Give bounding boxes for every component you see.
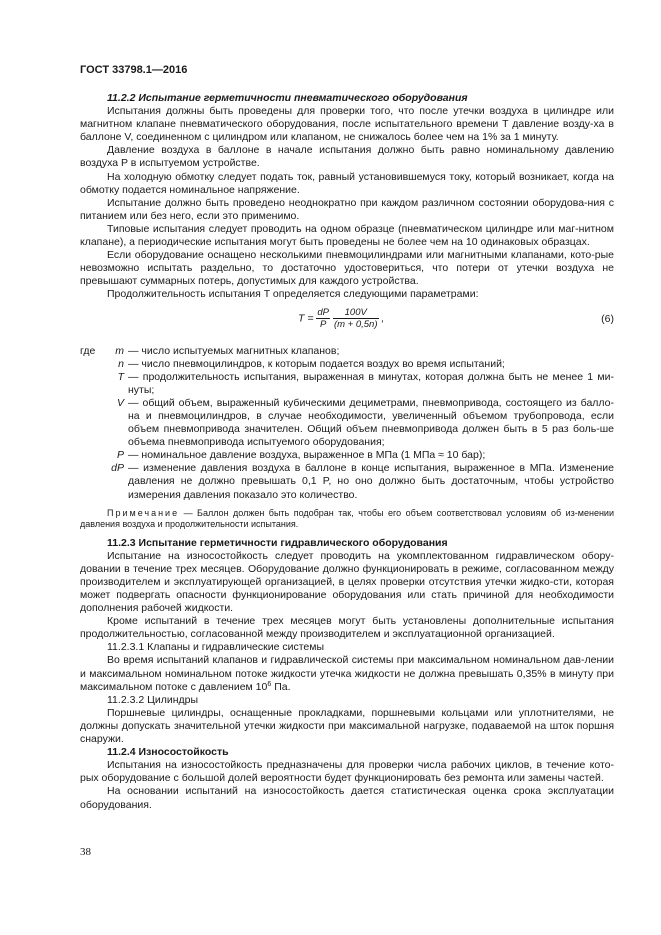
definition: — число испытуемых магнитных клапанов; <box>128 344 340 357</box>
symbol: P <box>116 449 124 462</box>
paragraph: Если оборудование оснащено несколькими пневмоцилиндрами или магнитными клапанами, кото-рые невозможно испытать раздельно, то достаточно удостовериться, что потери от утечки воздуха не превышают суммарных потерь, допустимых для каждого устройства. <box>80 249 614 288</box>
paragraph-text: Па. <box>271 680 291 693</box>
paragraph: Испытание должно быть проведено неоднократно при каждом различном состоянии оборудова-ния с питанием или без него, если это применимо. <box>80 196 614 222</box>
where-label: где <box>80 344 96 357</box>
paragraph: Испытания должны быть проведены для проверки того, что после утечки воздуха в цилиндре или магнитном клапане пневматического оборудования, после испытательного времени T давление возду-ха в баллоне V, соединенном с цилиндром или клапаном, не снижалось более чем на 1% за 1 минуту. <box>80 105 614 144</box>
formula-lhs: T = <box>298 311 314 324</box>
definition: — номинальное давление воздуха, выраженное в МПа (1 МПа ≈ 10 бар); <box>128 449 486 462</box>
paragraph: Испытание на износостойкость следует проводить на укомплектованном гидравлическом обору-довании в течение трех месяцев. Оборудование должно функционировать в режиме, согласованном между производителем и эксплуатирующей организацией, в целях проверки отсутствия утечки жидко-сти, которая может подвергать опасности функционирование оборудования или стать причиной для необходимости дополнения рабочей жидкости. <box>80 549 614 615</box>
paragraph: Продолжительность испытания T определяется следующими параметрами: <box>107 288 479 301</box>
note-label: Примечание <box>107 507 180 518</box>
fraction-denominator: P <box>320 318 327 330</box>
definition-row <box>80 449 614 462</box>
paragraph: Испытания на износостойкость предназначены для проверки числа рабочих циклов, в течение кото-рых оборудование с большой долей вероятности будет функционировать без ремонта или замены частей. <box>80 759 614 785</box>
fraction-numerator: dP <box>317 306 330 318</box>
paragraph: На холодную обмотку следует подать ток, равный установившемуся току, который возникает, когда на обмотку подается номинальное напряжение. <box>80 170 614 196</box>
symbol: T <box>117 370 124 383</box>
where-label <box>80 462 100 501</box>
paragraph: Поршневые цилиндры, оснащенные прокладками, поршневыми кольцами или уплотнителями, не должны допускать значительной утечки жидкости при максимальной нагрузке, подаваемой на шток поршня снаружи. <box>80 706 614 746</box>
formula-tail: , <box>381 311 385 324</box>
page-content <box>80 92 614 812</box>
paragraph <box>80 654 614 693</box>
definition: — число пневмоцилиндров, к которым подается воздух во время испытаний; <box>128 357 505 370</box>
paragraph-text: Во время испытаний клапанов и гидравлической системы при максимальном номинальном дав-лении и максимальном номинальном потоке жидкости утечка жидкости не должна превышать 0,35% в минуту при максимальном потоке с давлением 10 <box>80 654 614 693</box>
definition: — изменение давления воздуха в баллоне в конце испытания, выраженное в МПа. Изменение давления не должно превышать 0,1 P, но оно должно быть достаточным, чтобы устройство измерения давления показало это количество. <box>128 462 614 501</box>
page-number: 38 <box>80 846 91 858</box>
definition-row <box>80 345 614 358</box>
fraction-denominator: (m + 0,5n) <box>333 318 378 330</box>
section-11-2-4-title: 11.2.4 Износостойкость <box>107 746 229 759</box>
note-text: — Баллон должен быть подобран так, чтобы его объем соответствовал условиям об из-менении давления воздуха и продолжительности испытания. <box>80 507 614 530</box>
note <box>80 508 614 531</box>
paragraph: Типовые испытания следует проводить на одном образце (пневматическом цилиндре или маг-нитном клапане), а периодические испытания могут быть проведены не более чем на 10 одинаковых образцах. <box>80 222 614 249</box>
exponent: 6 <box>267 680 272 688</box>
where-label <box>80 371 100 397</box>
fraction-volume <box>333 307 379 330</box>
section-11-2-2-title: 11.2.2 Испытание герметичности пневматического оборудования <box>107 92 468 104</box>
section-11-2-3-2-title: 11.2.3.2 Цилиндры <box>107 693 199 706</box>
symbol: V <box>116 396 124 409</box>
definition: — общий объем, выраженный кубическими дециметрами, пневмопривода, состоящего из балло-на и пневмоцилиндров, в случае необходимости, увеличенный объемом трубопровода, если объем пневмопривода значителен. Общий объем пневмопривода должен быть в 5 раз боль-ше объема пневмопривода испытуемого оборудования; <box>128 396 614 449</box>
section-11-2-3-1-title: 11.2.3.1 Клапаны и гидравлические системы <box>107 641 325 654</box>
formula-expression <box>298 307 384 330</box>
definition-row <box>80 397 614 449</box>
section-11-2-3-title: 11.2.3 Испытание герметичности гидравлического оборудования <box>107 536 448 549</box>
fraction-numerator: 100V <box>333 307 379 319</box>
definition: — продолжительность испытания, выраженная в минутах, которая должна быть не менее 1 ми-нуты; <box>128 370 614 396</box>
standard-header: ГОСТ 33798.1—2016 <box>80 64 188 76</box>
where-label <box>80 449 100 462</box>
where-label <box>80 397 100 449</box>
symbol: n <box>118 357 124 370</box>
symbol: m <box>115 344 124 357</box>
formula-6 <box>80 305 614 337</box>
where-label <box>80 358 100 371</box>
paragraph: На основании испытаний на износостойкость дается статистическая оценка срока эксплуатации оборудования. <box>80 785 614 811</box>
paragraph: Давление воздуха в баллоне в начале испытания должно быть равно номинальному давлению воздуха P в испытуемом устройстве. <box>80 144 614 170</box>
definition-row <box>80 371 614 397</box>
definition-row <box>80 462 614 501</box>
definition-row <box>80 358 614 371</box>
fraction-dp-p <box>316 307 330 330</box>
variable-definitions <box>80 345 614 502</box>
formula-number: (6) <box>601 312 614 325</box>
symbol: dP <box>111 462 124 475</box>
paragraph: Кроме испытаний в течение трех месяцев могут быть установлены дополнительные испытания продолжительностью, согласованной между производителем и эксплуатационной организацией. <box>80 615 614 641</box>
